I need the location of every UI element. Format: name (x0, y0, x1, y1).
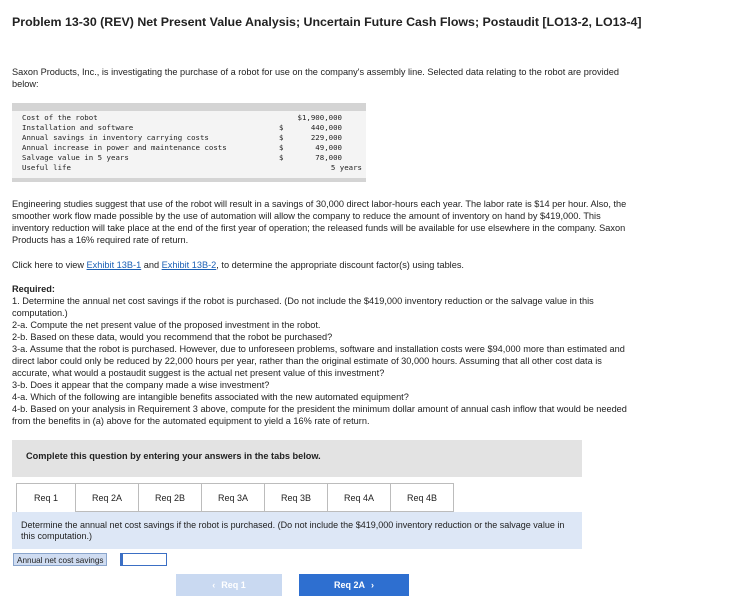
data-row-currency: $ (279, 143, 284, 152)
tab-req-3b[interactable]: Req 3B (264, 483, 328, 512)
exhibit-line (12, 259, 637, 271)
required-item: 2-b. Based on these data, would you recommend that the robot be purchased? (12, 332, 333, 342)
required-item: 1. Determine the annual net cost savings if the robot is purchased. (Do not include the $419,000 inventory reduction or the salvage value in this computation.) (12, 296, 594, 318)
required-item: 3-b. Does it appear that the company made a wise investment? (12, 380, 270, 390)
next-req-button[interactable] (299, 574, 409, 596)
data-row (22, 163, 362, 173)
engineering-paragraph: Engineering studies suggest that use of the robot will result in a savings of 30,000 direct labor-hours each year. The labor rate is $14 per hour. Also, the smoother work flow made possible by the use of automation will allow the company to reduce the amount of inventory on hand by $419,000. This inventory reduction will take place at the end of the first year of operation; the released funds will be available for use elsewhere in the company. Saxon Products has a 16% required rate of return. (12, 199, 627, 245)
exhibit-line-prefix: Click here to view (12, 260, 87, 270)
exhibit-line-middle: and (141, 260, 162, 270)
exhibit-13b-2-link[interactable]: Exhibit 13B-2 (161, 260, 217, 270)
data-row (22, 113, 362, 123)
data-row-currency: $ (279, 153, 284, 162)
tab-req-4a[interactable]: Req 4A (327, 483, 391, 512)
tab-req-3a[interactable]: Req 3A (201, 483, 265, 512)
data-row-label: Installation and software (22, 123, 134, 132)
requirement-tabs (16, 483, 453, 512)
annual-net-cost-savings-input[interactable] (120, 553, 167, 566)
required-item: 3-a. Assume that the robot is purchased. However, due to unforeseen problems, software and installation costs were $94,000 more than estimated and direct labor could only be reduced by 22,000 hours per year, rather than the original estimate of 30,000 hours. Assuming that all other cost data is accurate, what would a postaudit suggest is the actual net present value of this investment? (12, 344, 625, 378)
task-instructions: Determine the annual net cost savings if the robot is purchased. (Do not include the $419,000 inventory reduction or the salvage value in this computation.) (12, 512, 582, 549)
data-row-value: 229,000 (310, 133, 342, 142)
data-row (22, 143, 362, 153)
problem-title: Problem 13-30 (REV) Net Present Value Analysis; Uncertain Future Cash Flows; Postaudit [LO13-2, LO13-4] (12, 15, 642, 29)
data-row-value: 440,000 (310, 123, 342, 132)
prev-req-label: Req 1 (221, 580, 246, 590)
data-row-label: Cost of the robot (22, 113, 98, 122)
exhibit-line-suffix: , to determine the appropriate discount factor(s) using tables. (216, 260, 464, 270)
required-item: 4-a. Which of the following are intangible benefits associated with the new automated equipment? (12, 392, 409, 402)
data-row-value: 5 years (330, 163, 362, 172)
prev-req-button (176, 574, 282, 596)
data-row-label: Useful life (22, 163, 71, 172)
data-row-value: 78,000 (315, 153, 342, 162)
intro-paragraph: Saxon Products, Inc., is investigating the purchase of a robot for use on the company's assembly line. Selected data relating to the robot are provided below: (12, 67, 619, 89)
required-section (12, 283, 637, 427)
annual-net-cost-savings-label: Annual net cost savings (13, 553, 107, 566)
tab-req-1[interactable]: Req 1 (16, 483, 76, 512)
data-row-currency: $ (279, 133, 284, 142)
chevron-left-icon: ‹ (212, 580, 216, 590)
data-row-value: 49,000 (315, 143, 342, 152)
data-row-label: Annual savings in inventory carrying costs (22, 133, 209, 142)
data-row-currency: $ (279, 123, 284, 132)
instructions-banner: Complete this question by entering your answers in the tabs below. (12, 440, 582, 477)
tab-req-2b[interactable]: Req 2B (138, 483, 202, 512)
required-item: 2-a. Compute the net present value of the proposed investment in the robot. (12, 320, 321, 330)
required-heading: Required: (12, 284, 55, 294)
data-row-label: Salvage value in 5 years (22, 153, 129, 162)
chevron-right-icon: › (371, 580, 374, 590)
data-row-value: $1,900,000 (297, 113, 342, 122)
data-row-label: Annual increase in power and maintenance costs (22, 143, 227, 152)
data-row (22, 123, 362, 133)
required-item: 4-b. Based on your analysis in Requirement 3 above, compute for the president the minimum dollar amount of annual cash inflow that would be needed from the benefits in (a) above for the automated equipment to yield a 16% rate of return. (12, 404, 627, 426)
tab-req-4b[interactable]: Req 4B (390, 483, 454, 512)
tab-req-2a[interactable]: Req 2A (75, 483, 139, 512)
robot-data-table (12, 103, 366, 182)
exhibit-13b-1-link[interactable]: Exhibit 13B-1 (86, 260, 142, 270)
data-row (22, 153, 362, 163)
next-req-label: Req 2A (333, 580, 365, 590)
data-row (22, 133, 362, 143)
